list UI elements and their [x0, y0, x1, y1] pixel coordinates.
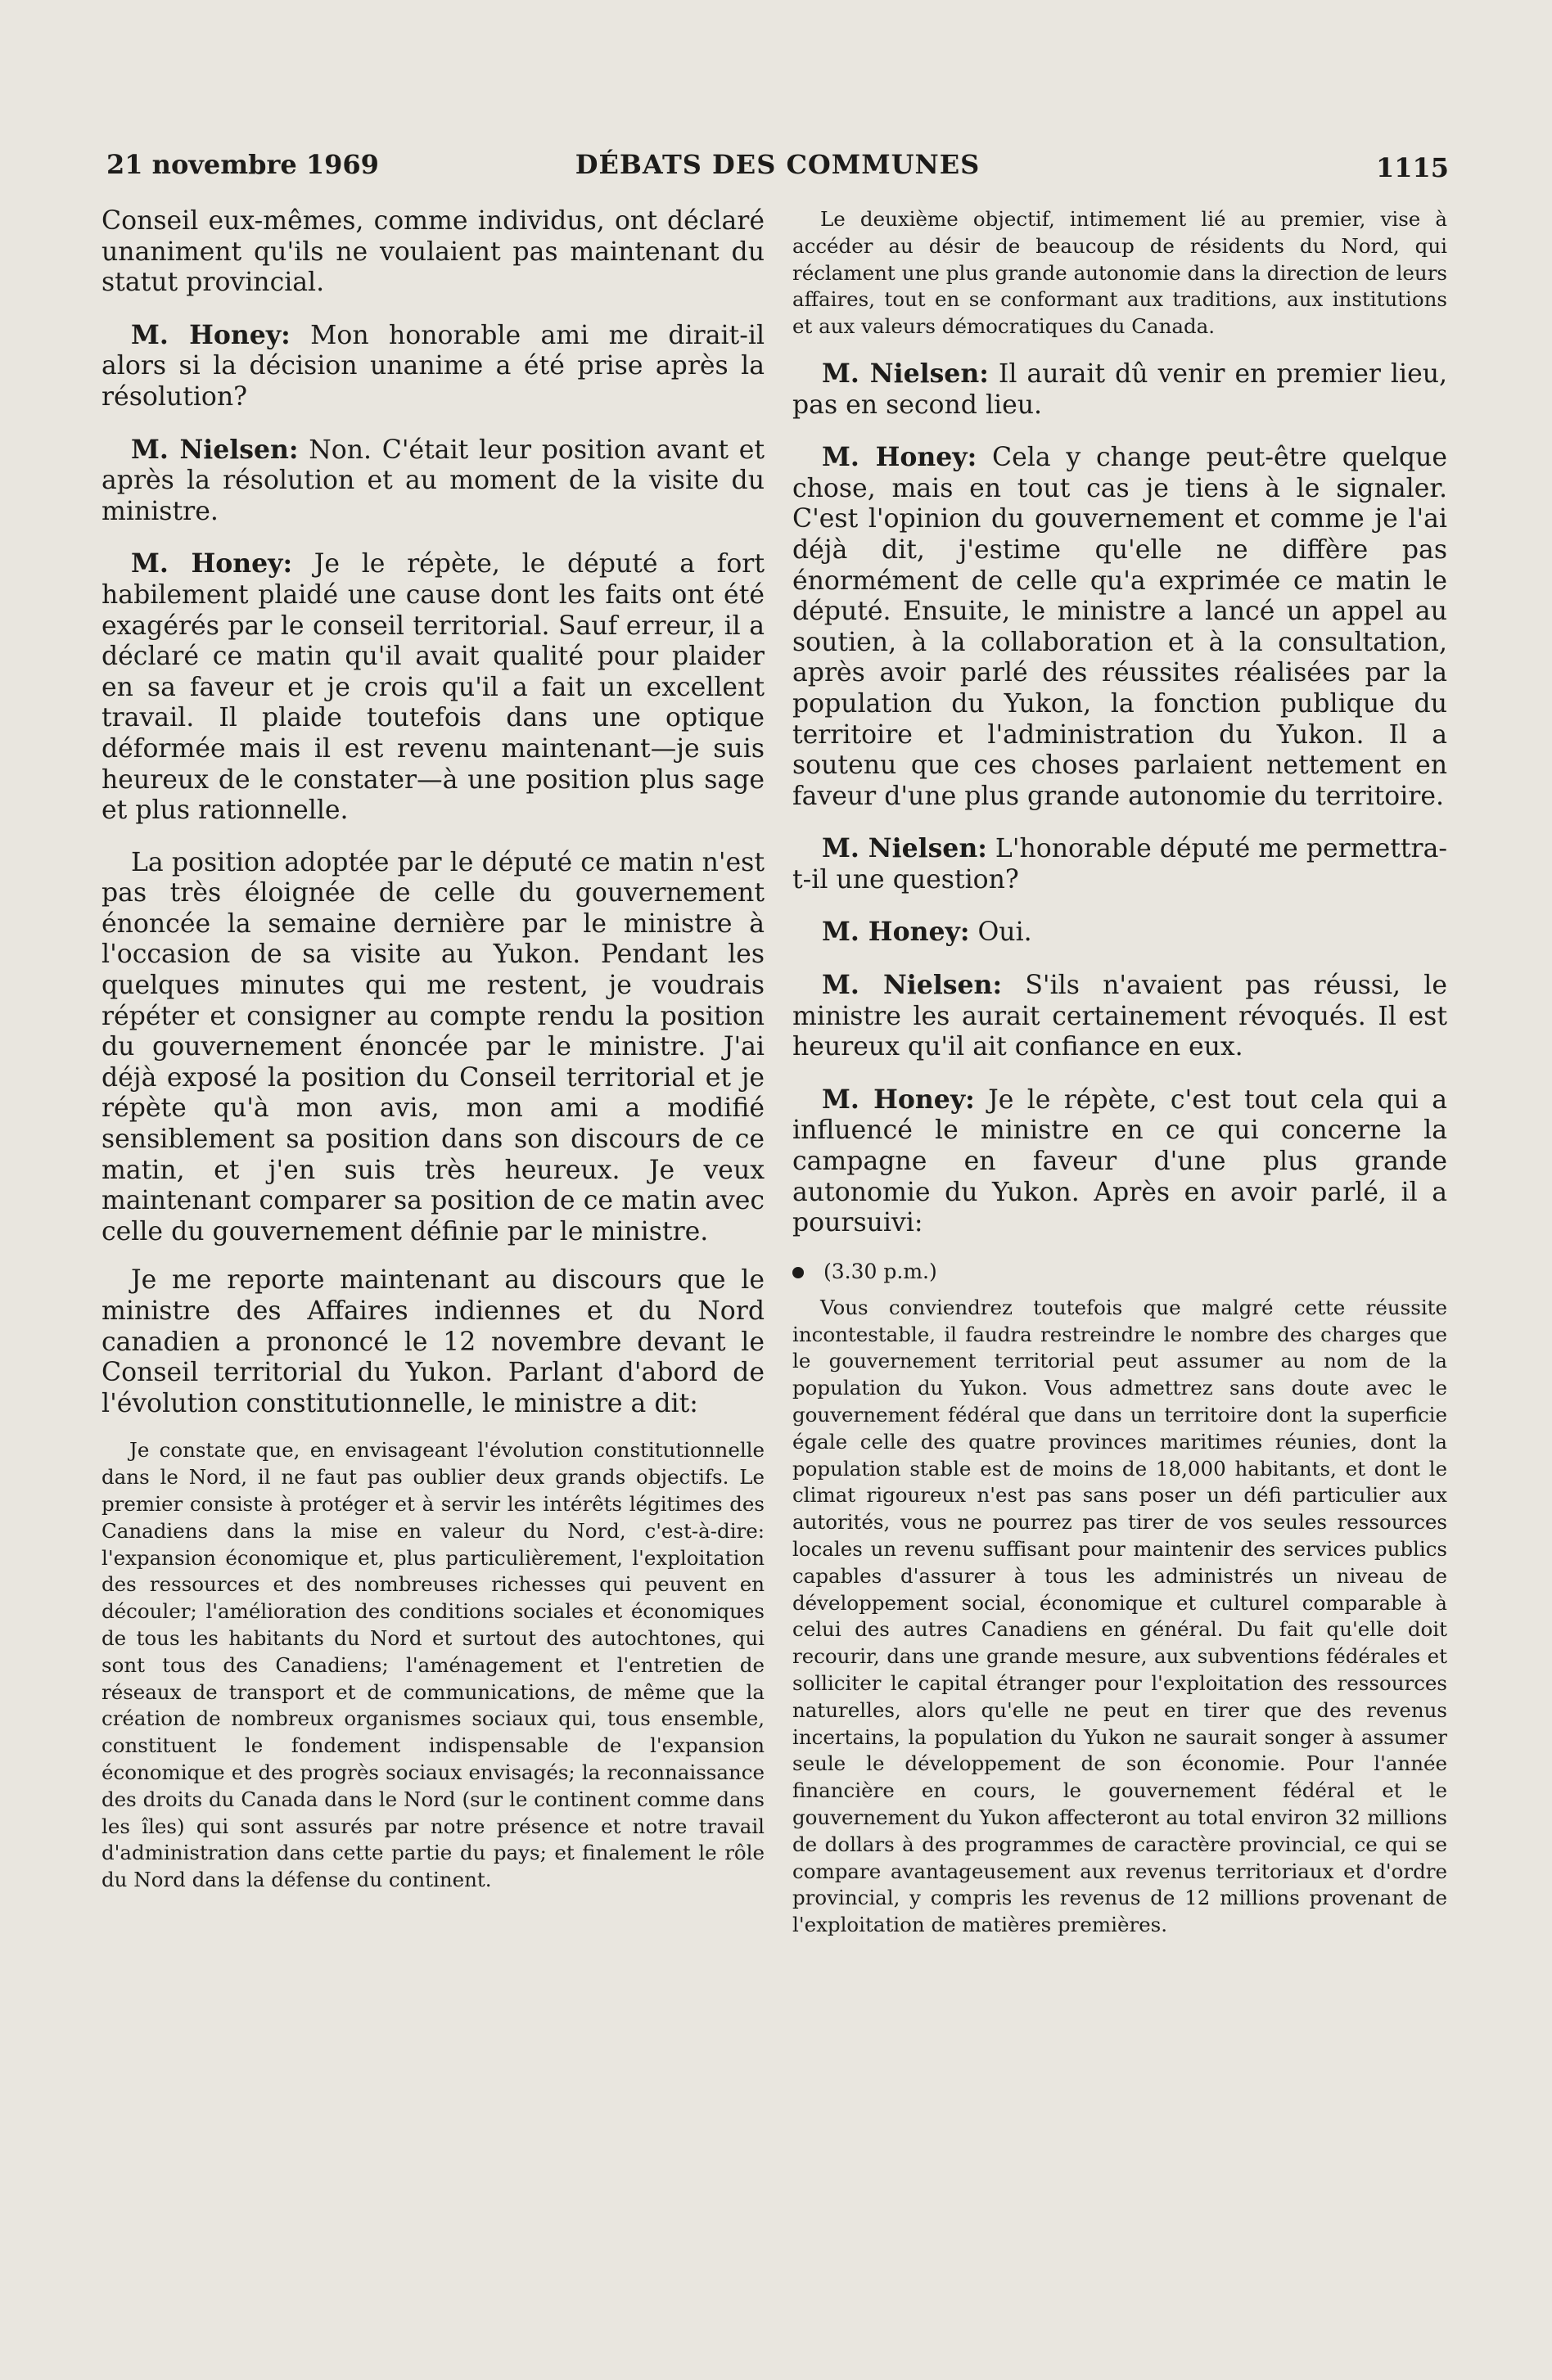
- speaker-name: M. Honey:: [131, 319, 291, 350]
- speaker-name: M. Honey:: [822, 917, 970, 948]
- speaker-name: M. Nielsen:: [822, 833, 987, 864]
- paragraph-text: Je le répète, c'est tout cela qui a influencé le ministre en ce qui concerne la campagne en faveur d'une plus grande autonomie du Yukon. Après en avoir parlé, il a poursuivi:: [792, 1084, 1447, 1238]
- speaker-name: M. Honey:: [131, 548, 293, 579]
- speech-paragraph: [102, 320, 765, 413]
- speech-paragraph: [792, 1084, 1447, 1239]
- speech-paragraph: [102, 435, 765, 528]
- paragraph-text: L'honorable député me permettra-t-il une question?: [792, 834, 1448, 895]
- paragraph-text: La position adoptée par le député ce matin n'est pas très éloignée de celle du gouvernement énoncée la semaine dernière par le ministre à l'occasion de sa visite au Yukon. Pendant les quelques minutes qui me restent, je voudrais répéter et consigner au compte rendu la position du gouvernement énoncée par le ministre. J'ai déjà exposé la position du Conseil territorial et je répète qu'à mon avis, mon ami a modifié sensiblement sa position dans son discours de ce matin, et j'en suis très heureux. Je veux maintenant comparer sa position de ce matin avec celle du gouvernement définie par le ministre.: [102, 847, 765, 1246]
- paragraph-text: Je me reporte maintenant au discours que le ministre des Affaires indiennes et du Nord canadien a prononcé le 12 novembre devant le Conseil territorial du Yukon. Parlant d'abord de l'évolution constitutionnelle, le ministre a dit:: [102, 1265, 765, 1418]
- speaker-name: M. Honey:: [822, 442, 977, 473]
- quoted-speech: [102, 1437, 765, 1894]
- time-text: (3.30 p.m.): [823, 1259, 937, 1283]
- paragraph-text: S'ils n'avaient pas réussi, le ministre les aurait certainement révoqués. Il est heureux qu'il ait confiance en eux.: [792, 971, 1447, 1062]
- paragraph-text: Cela y change peut-être quelque chose, mais en tout cas je tiens à le signaler. C'est l'opinion du gouvernement et comme je l'ai déjà dit, j'estime qu'elle ne diffère pas énormément de celle qu'a exprimée ce matin le député. Ensuite, le ministre a lancé un appel au soutien, à la collaboration et à la consultation, après avoir parlé des réussites réalisées par la population du Yukon, la fonction publique du territoire et l'administration du Yukon. Il a soutenu que ces choses parlaient nettement en faveur d'une plus grande autonomie du territoire.: [792, 443, 1448, 811]
- quoted-speech: [792, 1295, 1447, 1939]
- quote-text: Le deuxième objectif, intimement lié au premier, vise à accéder au désir de beaucoup de résidents du Nord, qui réclament une plus grande autonomie dans la direction de leurs affaires, tout en se conformant aux traditions, aux institutions et aux valeurs démocratiques du Canada.: [792, 207, 1447, 339]
- paragraph-text: Il aurait dû venir en premier lieu, pas en second lieu.: [792, 358, 1448, 420]
- paragraph-text: Mon honorable ami me dirait-il alors si la décision unanime a été prise après la résolution?: [102, 320, 765, 412]
- paragraph-text: Conseil eux-mêmes, comme individus, ont déclaré unaniment qu'ils ne voulaient pas maintenant du statut provincial.: [102, 206, 765, 298]
- left-column: [102, 206, 765, 1912]
- page-number: 1115: [1375, 152, 1449, 183]
- paragraph-text: Oui.: [977, 917, 1032, 948]
- speaker-name: M. Nielsen:: [822, 358, 989, 389]
- speech-paragraph: [102, 206, 765, 299]
- quote-text: Vous conviendrez toutefois que malgré cette réussite incontestable, il faudra restreindre le nombre des charges que le gouvernement territorial peut assumer au nom de la population du Yukon. Vous admettrez sans doute avec le gouvernement fédéral que dans un territoire dont la superficie égale celle des quatre provinces maritimes réunies, dont la population stable est de moins de 18,000 habitants, et dont le climat rigoureux n'est pas sans poser un défi particulier aux autorités, vous ne pourrez pas tirer de vos seules ressources locales un revenu suffisant pour maintenir des services publics capables d'assurer à tous les administrés un niveau de développement social, économique et culturel comparable à celui des autres Canadiens en général. Du fait qu'elle doit recourir, dans une grande mesure, aux subventions fédérales et solliciter le capital étranger pour l'exploitation des ressources naturelles, alors qu'elle ne peut en tirer que des revenus incertains, la population du Yukon ne saurait songer à assumer seule le développement de son économie. Pour l'année financière en cours, le gouvernement fédéral et le gouvernement du Yukon affecteront au total environ 32 millions de dollars à des programmes de caractère provincial, ce qui se compare avantageusement aux revenus territoriaux et d'ordre provincial, y compris les revenus de 12 millions provenant de l'exploitation de matières premières.: [792, 1295, 1447, 1937]
- bullet-icon: [792, 1267, 804, 1278]
- paragraph-text: Non. C'était leur position avant et après la résolution et au moment de la visite du ministre.: [102, 435, 765, 526]
- speech-paragraph: [102, 548, 765, 826]
- speech-paragraph: [792, 833, 1447, 895]
- speaker-name: M. Nielsen:: [131, 434, 299, 465]
- quote-text: Je constate que, en envisageant l'évolution constitutionnelle dans le Nord, il ne faut pas oublier deux grands objectifs. Le premier consiste à protéger et à servir les intérêts légitimes des Canadiens dans la mise en valeur du Nord, c'est-à-dire: l'expansion économique et, plus particulièrement, l'exploitation des ressources et des nombreuses richesses qui peuvent en découler; l'amélioration des conditions sociales et économiques de tous les habitants du Nord et surtout des autochtones, qui sont tous des Canadiens; l'aménagement et l'entretien de réseaux de transport et de communications, de même que la création de nombreux organismes sociaux qui, tous ensemble, constituent le fondement indispensable de l'expansion économique et des progrès sociaux envisagés; la reconnaissance des droits du Canada dans le Nord (sur le continent comme dans les îles) qui sont assurés par notre présence et notre travail d'administration dans cette partie du pays; et finalement le rôle du Nord dans la défense du continent.: [102, 1438, 765, 1892]
- right-column: [792, 206, 1447, 1957]
- speaker-name: M. Nielsen:: [822, 970, 1003, 1001]
- paragraph-text: Je le répète, le député a fort habilement plaidé une cause dont les faits ont été exagérés par le conseil territorial. Sauf erreur, il a déclaré ce matin qu'il avait qualité pour plaider en sa faveur et je crois qu'il a fait un excellent travail. Il plaide toutefois dans une optique déformée mais il est revenu maintenant—je suis heureux de le constater—à une position plus sage et plus rationnelle.: [102, 549, 765, 826]
- speech-paragraph: [792, 970, 1447, 1063]
- header-date: 21 novembre 1969: [106, 149, 379, 180]
- speaker-name: M. Honey:: [822, 1084, 975, 1115]
- header-title: DÉBATS DES COMMUNES: [575, 149, 981, 180]
- speech-paragraph: [792, 358, 1447, 421]
- speech-paragraph: [102, 848, 765, 1248]
- time-marker: [792, 1257, 1447, 1287]
- page-header: [106, 149, 1449, 190]
- speech-paragraph: [792, 917, 1447, 949]
- speech-paragraph: [102, 1265, 765, 1419]
- quoted-speech: [792, 206, 1447, 340]
- speech-paragraph: [792, 442, 1447, 812]
